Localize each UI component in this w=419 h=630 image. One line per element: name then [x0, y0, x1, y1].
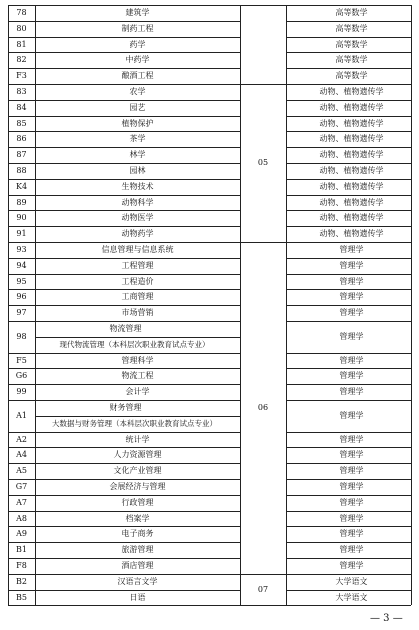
major-code: F8: [16, 560, 27, 570]
table-row-divider: [8, 163, 240, 164]
table-row-divider: [286, 147, 411, 148]
table-row-divider: [286, 258, 411, 259]
major-code: 86: [16, 134, 27, 144]
major-code: A7: [16, 497, 27, 507]
table-row-divider: [8, 131, 240, 132]
major-code: 93: [16, 244, 27, 254]
exam-subject: 管理学: [339, 276, 364, 286]
table-col-divider: [411, 5, 412, 605]
table-row-divider: [8, 68, 240, 69]
group-code: 05: [257, 158, 269, 167]
major-name-alt: 大数据与财务管理（本科层次职业教育试点专业）: [52, 418, 217, 428]
major-code: B5: [16, 592, 27, 602]
major-name: 动物药学: [121, 229, 154, 239]
table-row-divider: [8, 574, 411, 575]
major-name-alt: 现代物流管理（本科层次职业教育试点专业）: [59, 339, 210, 349]
major-name: 日语: [129, 592, 146, 602]
table-row-divider: [286, 21, 411, 22]
major-code: 90: [16, 213, 27, 223]
exam-subject: 大学语文: [335, 576, 368, 586]
page-number: — 3 —: [370, 613, 403, 624]
table-row-divider: [286, 463, 411, 464]
major-code: 78: [16, 7, 27, 17]
table-row-divider: [8, 226, 240, 227]
table-row-divider: [286, 400, 411, 401]
table-row-divider: [286, 432, 411, 433]
exam-subject: 管理学: [339, 308, 364, 318]
exam-subject: 管理学: [339, 481, 364, 491]
table-row-divider: [286, 447, 411, 448]
exam-subject: 管理学: [339, 434, 364, 444]
major-name: 工程管理: [121, 260, 154, 270]
major-name: 会展经济与管理: [109, 481, 166, 491]
major-code: 94: [16, 260, 27, 270]
table-row-divider: [8, 289, 240, 290]
table-row-divider: [286, 68, 411, 69]
table-row-divider: [8, 21, 240, 22]
table-row-divider: [8, 463, 240, 464]
major-code: 89: [16, 197, 27, 207]
major-name: 中药学: [125, 55, 150, 65]
major-name: 动物科学: [121, 197, 154, 207]
exam-subject: 高等数学: [335, 23, 368, 33]
table-row-divider: [8, 495, 240, 496]
exam-subject: 动物、植物遗传学: [319, 134, 384, 144]
table-row-divider: [8, 526, 240, 527]
major-name: 农学: [129, 86, 146, 96]
exam-subject: 管理学: [339, 292, 364, 302]
table-row-divider: [8, 321, 240, 322]
table-row-divider: [286, 590, 411, 591]
major-code: 99: [16, 387, 27, 397]
major-code: 98: [16, 331, 27, 341]
major-name: 工程造价: [121, 276, 154, 286]
table-row-divider: [286, 210, 411, 211]
exam-subject: 管理学: [339, 331, 364, 341]
exam-subject: 动物、植物遗传学: [319, 181, 384, 191]
table-row-divider: [8, 37, 240, 38]
exam-subject: 动物、植物遗传学: [319, 229, 384, 239]
major-code: 97: [16, 308, 27, 318]
major-name: 市场营销: [121, 308, 154, 318]
major-name: 统计学: [125, 434, 150, 444]
table-row-divider: [8, 384, 240, 385]
major-name: 旅游管理: [121, 545, 154, 555]
major-code: A5: [16, 466, 27, 476]
major-name: 文化产业管理: [113, 466, 162, 476]
table-inner-divider: [35, 416, 240, 417]
table-row-divider: [8, 479, 240, 480]
major-code: 80: [16, 23, 27, 33]
exam-subject: 管理学: [339, 410, 364, 420]
major-code: 91: [16, 229, 27, 239]
major-code: 87: [16, 150, 27, 160]
table-row-divider: [8, 179, 240, 180]
exam-subject: 高等数学: [335, 55, 368, 65]
major-name: 植物保护: [121, 118, 154, 128]
exam-subject: 动物、植物遗传学: [319, 213, 384, 223]
table-row-divider: [8, 400, 240, 401]
table-row-divider: [286, 542, 411, 543]
exam-subject: 管理学: [339, 371, 364, 381]
table-row-divider: [286, 368, 411, 369]
table-row-divider: [286, 163, 411, 164]
major-name: 工商管理: [121, 292, 154, 302]
major-name: 动物医学: [121, 213, 154, 223]
major-code: A8: [16, 513, 27, 523]
exam-subject: 管理学: [339, 244, 364, 254]
table-row-divider: [286, 321, 411, 322]
table-row-divider: [286, 289, 411, 290]
exam-subject: 管理学: [339, 260, 364, 270]
major-code: 82: [16, 55, 27, 65]
table-row-divider: [286, 116, 411, 117]
major-code: G6: [15, 371, 28, 381]
group-code: 06: [257, 402, 269, 412]
table-row-divider: [8, 116, 240, 117]
major-code: 84: [16, 102, 27, 112]
major-code: 96: [16, 292, 27, 302]
table-row-divider: [8, 84, 411, 85]
exam-subject: 管理学: [339, 466, 364, 476]
major-code: B1: [16, 545, 27, 555]
exam-subject: 动物、植物遗传学: [319, 165, 384, 175]
major-code: B2: [16, 576, 27, 586]
major-name: 信息管理与信息系统: [101, 244, 174, 254]
major-name: 林学: [129, 150, 146, 160]
major-name: 会计学: [125, 387, 150, 397]
major-name: 建筑学: [125, 7, 150, 17]
table-row-divider: [8, 447, 240, 448]
major-name: 电子商务: [121, 529, 154, 539]
table-row-divider: [286, 511, 411, 512]
major-code: 85: [16, 118, 27, 128]
table-col-divider: [240, 5, 241, 605]
table-row-divider: [8, 590, 240, 591]
exam-subject: 高等数学: [335, 71, 368, 81]
table-inner-divider: [35, 337, 240, 338]
exam-subject: 大学语文: [335, 592, 368, 602]
table-row-divider: [286, 179, 411, 180]
table-row-divider: [8, 368, 240, 369]
exam-subject: 管理学: [339, 355, 364, 365]
table-row-divider: [286, 384, 411, 385]
table-row-divider: [8, 305, 240, 306]
exam-subject: 管理学: [339, 545, 364, 555]
major-name: 酒店管理: [121, 560, 154, 570]
table-row-divider: [286, 226, 411, 227]
table-row-divider: [8, 210, 240, 211]
major-code: 81: [16, 39, 27, 49]
group-code: 07: [257, 584, 269, 594]
table-row-divider: [8, 195, 240, 196]
exam-subject: 管理学: [339, 387, 364, 397]
table-row-divider: [286, 37, 411, 38]
major-name: 物流管理: [109, 323, 142, 333]
major-name: 园艺: [129, 102, 146, 112]
table-row-divider: [8, 258, 240, 259]
table-row-divider: [286, 495, 411, 496]
table-row-divider: [286, 353, 411, 354]
exam-subject: 动物、植物遗传学: [319, 197, 384, 207]
exam-subject: 管理学: [339, 560, 364, 570]
table-row-divider: [286, 305, 411, 306]
major-code: K4: [15, 181, 28, 191]
major-code: F3: [16, 71, 27, 81]
major-name: 档案学: [125, 513, 150, 523]
major-code: A2: [16, 434, 27, 444]
table-row-divider: [286, 479, 411, 480]
major-name: 物流工程: [121, 371, 154, 381]
table-row-divider: [8, 242, 411, 243]
major-name: 药学: [129, 39, 146, 49]
major-code: A9: [16, 529, 27, 539]
table-row-divider: [8, 5, 411, 6]
table-row-divider: [8, 353, 240, 354]
table-row-divider: [8, 605, 411, 606]
table-row-divider: [8, 558, 240, 559]
table-row-divider: [8, 147, 240, 148]
exam-subject: 动物、植物遗传学: [319, 86, 384, 96]
major-name: 财务管理: [109, 402, 142, 412]
major-code: 88: [16, 165, 27, 175]
table-row-divider: [8, 432, 240, 433]
exam-subject: 动物、植物遗传学: [319, 150, 384, 160]
table-row-divider: [286, 195, 411, 196]
table-row-divider: [286, 526, 411, 527]
major-name: 园林: [129, 165, 146, 175]
major-name: 制药工程: [121, 23, 154, 33]
major-name: 茶学: [129, 134, 146, 144]
major-name: 汉语言文学: [117, 576, 158, 586]
major-name: 生物技术: [121, 181, 154, 191]
exam-subject: 管理学: [339, 497, 364, 507]
table-row-divider: [8, 100, 240, 101]
major-code: 83: [16, 86, 27, 96]
major-code: 95: [16, 276, 27, 286]
exam-subject: 高等数学: [335, 7, 368, 17]
exam-subject: 动物、植物遗传学: [319, 118, 384, 128]
table-row-divider: [8, 511, 240, 512]
exam-subject: 动物、植物遗传学: [319, 102, 384, 112]
table-row-divider: [8, 542, 240, 543]
major-code: A4: [16, 450, 27, 460]
table-row-divider: [286, 52, 411, 53]
table-row-divider: [286, 558, 411, 559]
major-name: 人力资源管理: [113, 450, 162, 460]
exam-subject: 管理学: [339, 450, 364, 460]
exam-subject: 管理学: [339, 513, 364, 523]
major-name: 酿酒工程: [121, 71, 154, 81]
table-row-divider: [286, 100, 411, 101]
major-code: F5: [16, 355, 27, 365]
exam-subject: 管理学: [339, 529, 364, 539]
table-row-divider: [286, 131, 411, 132]
major-code: A1: [16, 410, 27, 420]
exam-subject: 高等数学: [335, 39, 368, 49]
major-code: G7: [15, 481, 28, 491]
major-name: 行政管理: [121, 497, 154, 507]
major-name: 管理科学: [121, 355, 154, 365]
table-row-divider: [286, 274, 411, 275]
table-row-divider: [8, 52, 240, 53]
table-row-divider: [8, 274, 240, 275]
